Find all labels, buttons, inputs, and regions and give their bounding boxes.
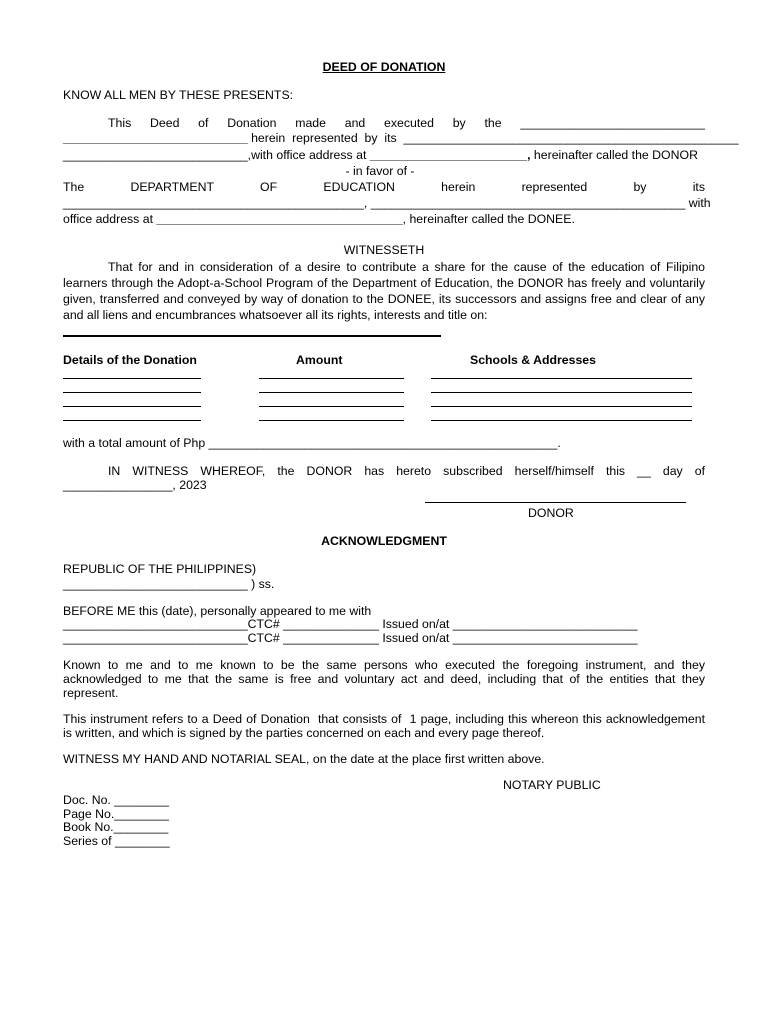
donor-signature-line (425, 502, 686, 503)
donee-clause-line1: The DEPARTMENT OF EDUCATION herein represented by its (63, 180, 705, 194)
donor-name-blank: ___________________________ (63, 131, 248, 145)
donee-clause-line3 (63, 212, 575, 226)
republic-line1: REPUBLIC OF THE PHILIPPINES) (63, 562, 257, 576)
header-details: Details of the Donation (63, 353, 197, 367)
donor-address-blank: _______________________, (369, 148, 531, 162)
instrument-line2: is written, and which is signed by the parties concerned on each and every page thereof. (63, 726, 545, 740)
known-line2: acknowledged to me that the same is free and voluntary act and deed, including that of the entities that they (63, 672, 705, 686)
donation-subject-line (63, 335, 441, 337)
document-title: DEED OF DONATION (322, 60, 446, 74)
in-witness-line1: IN WITNESS WHEREOF, the DONOR has hereto subscribed herself/himself this __ day of (108, 464, 705, 478)
instrument-line1: This instrument refers to a Deed of Donation that consists of 1 page, including this whereon this acknowledgement (63, 712, 705, 726)
book-no-entry: Book No.________ (63, 820, 169, 834)
amount-blank (259, 420, 404, 421)
before-me-line2: ___________________________CTC# ______________ Issued on/at ___________________________ (63, 617, 638, 631)
amount-blank (259, 378, 404, 379)
page-no-entry: Page No.________ (63, 807, 169, 821)
in-witness-line2: ________________, 2023 (63, 478, 207, 492)
acknowledgment-title: ACKNOWLEDGMENT (321, 534, 447, 548)
donee-address-blank: ____________________________________ (156, 212, 403, 226)
witnesseth-heading: WITNESSETH (343, 243, 425, 257)
before-me-line3: ___________________________CTC# ______________ Issued on/at ___________________________ (63, 631, 638, 645)
donor-signature-label: DONOR (528, 506, 574, 520)
details-blank (63, 406, 201, 407)
amount-blank (259, 392, 404, 393)
schools-blank (431, 406, 692, 407)
details-blank (63, 378, 201, 379)
schools-blank (431, 378, 692, 379)
notary-public-label: NOTARY PUBLIC (503, 778, 601, 792)
schools-blank (431, 420, 692, 421)
donor-clause-line2 (63, 131, 739, 145)
schools-blank (431, 392, 692, 393)
known-line1: Known to me and to me known to be the same persons who executed the foregoing instrument, and they (63, 658, 705, 672)
donor-clause-line3 (63, 148, 698, 162)
donor-hereinafter: hereinafter called the DONOR (530, 148, 698, 162)
witnesseth-line3: given, transferred and conveyed by way of donation to the DONEE, its successors and assigns free and clear of any (63, 292, 705, 306)
donor-representative-text: herein represented by its _________________________________________________ (247, 131, 739, 145)
before-me-line1: BEFORE ME this (date), personally appeared to me with (63, 604, 372, 618)
donee-address-label: office address at (63, 212, 157, 226)
details-blank (63, 420, 201, 421)
donee-clause-line2: ____________________________________________, ______________________________________________ with (63, 196, 711, 210)
series-entry: Series of ________ (63, 834, 170, 848)
donor-address-label: ___________________________,with office address at (63, 148, 370, 162)
doc-no-entry: Doc. No. ________ (63, 793, 169, 807)
total-amount-line: with a total amount of Php ___________________________________________________. (63, 436, 561, 450)
witnesseth-line4: and all liens and encumbrances whatsoever all its rights, interests and title on: (63, 308, 488, 322)
amount-blank (259, 406, 404, 407)
witnesseth-line1: That for and in consideration of a desire to contribute a share for the cause of the education of Filipino (108, 260, 705, 274)
header-schools: Schools & Addresses (470, 353, 596, 367)
known-line3: represent. (63, 686, 119, 700)
republic-line2: ___________________________ ) ss. (63, 577, 275, 591)
details-blank (63, 392, 201, 393)
header-amount: Amount (296, 353, 343, 367)
donee-hereinafter: , hereinafter called the DONEE. (402, 212, 575, 226)
in-favor-of: - in favor of - (345, 164, 415, 178)
witnesseth-line2: learners through the Adopt-a-School Program of the Department of Education, the DONOR has freely and voluntarily (63, 276, 705, 290)
opening-line: KNOW ALL MEN BY THESE PRESENTS: (63, 88, 294, 102)
witness-hand-line: WITNESS MY HAND AND NOTARIAL SEAL, on the date at the place first written above. (63, 752, 545, 766)
donor-clause-line1: This Deed of Donation made and executed by the ___________________________ (108, 116, 705, 130)
